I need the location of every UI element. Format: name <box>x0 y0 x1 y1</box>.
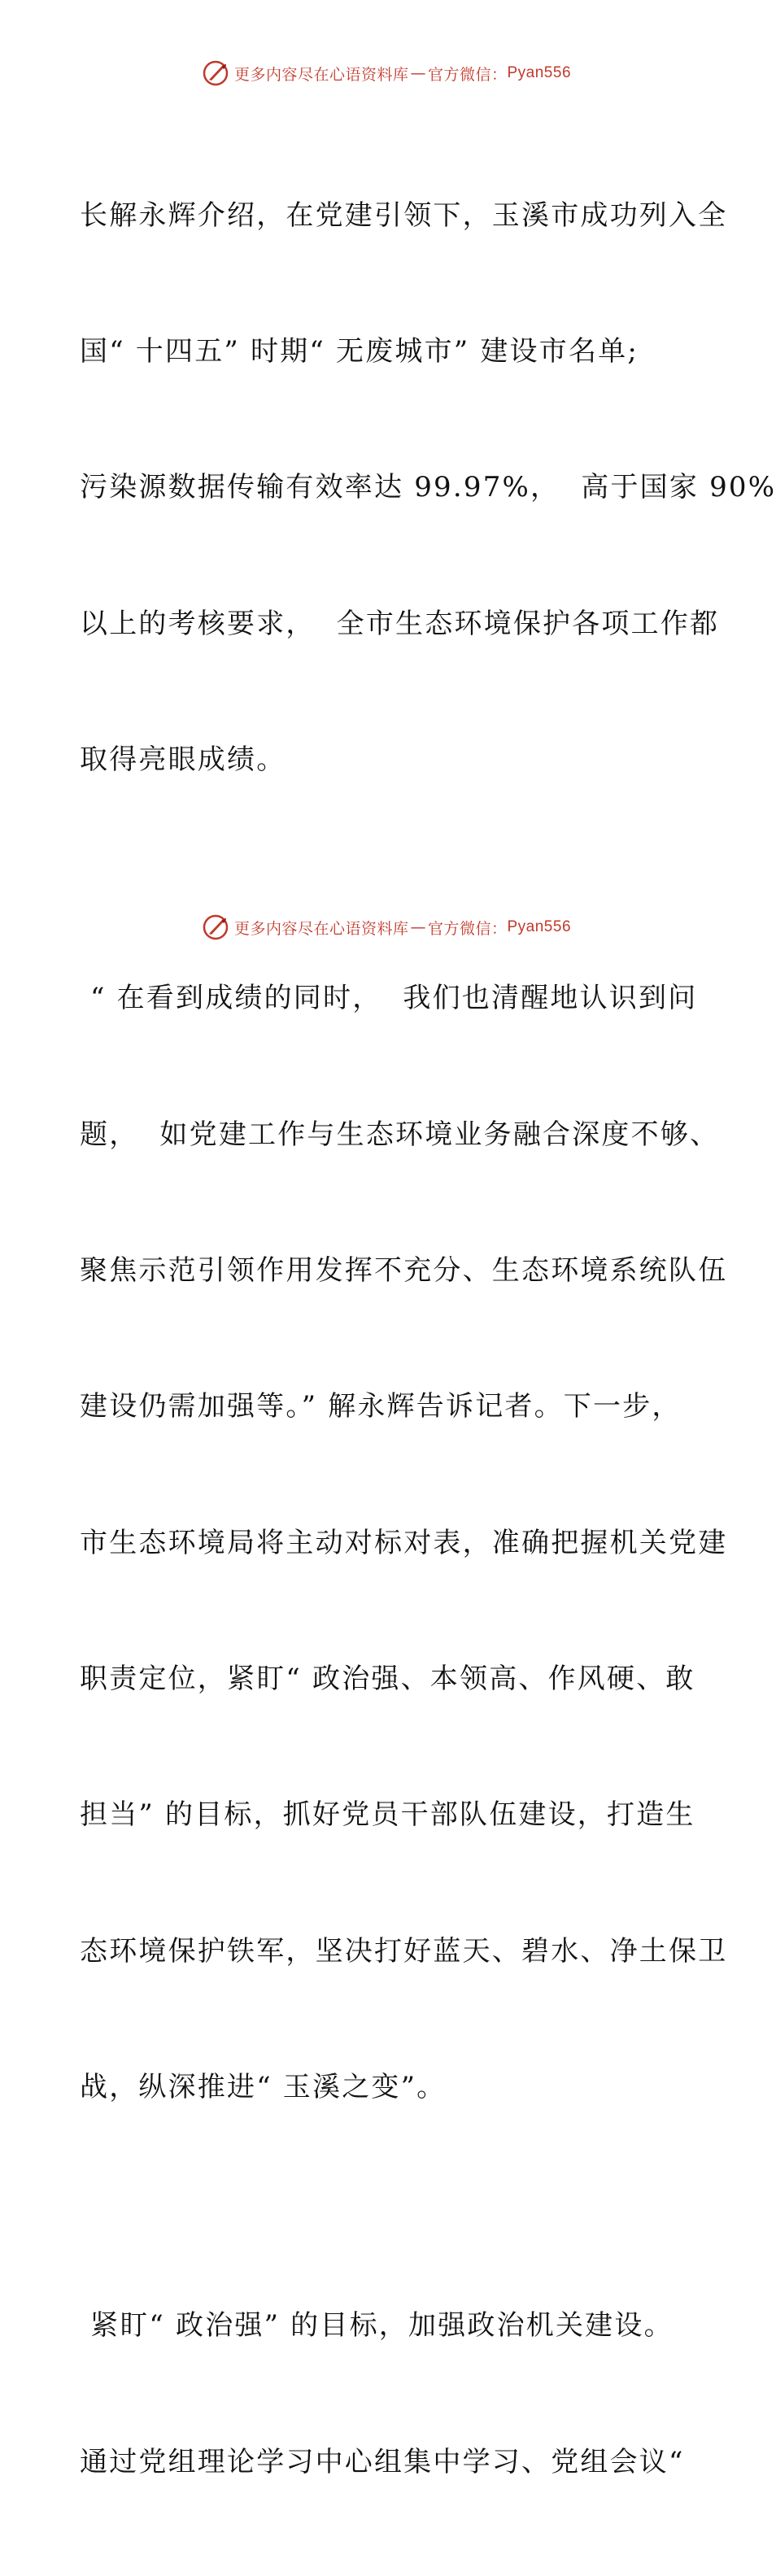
text-line: 市生态环境局将主动对标对表，准确把握机关党建 <box>80 1526 728 1559</box>
text-line: 污染源数据传输有效率达 99.97%， 高于国家 90% <box>80 471 776 504</box>
text-line: “ 在看到成绩的同时， 我们也清醒地认识到问 <box>80 982 698 1015</box>
paragraph-3 <box>80 2213 698 2576</box>
watermark-official-text: 官方微信： <box>427 65 508 84</box>
watermark-official-text: 官方微信： <box>427 919 508 938</box>
footer-watermark <box>0 911 773 944</box>
text-line: 建设仍需加强等。” 解永辉告诉记者。下一步， <box>80 1390 682 1423</box>
watermark-separator: — <box>410 918 426 936</box>
header-watermark <box>0 57 773 89</box>
watermark-main-text: 更多内容尽在心语资料库 <box>233 919 409 938</box>
text-line: 题， 如党建工作与生态环境业务融合深度不够、 <box>80 1118 720 1151</box>
text-line: 紧盯“ 政治强” 的目标，加强政治机关建设。 <box>80 2309 674 2343</box>
text-line: 长解永辉介绍，在党建引领下，玉溪市成功列入全 <box>80 198 728 232</box>
text-line: 取得亮眼成绩。 <box>80 743 286 777</box>
watermark-main-text: 更多内容尽在心语资料库 <box>233 65 409 84</box>
text-line: 国“ 十四五” 时期“ 无废城市” 建设市名单; <box>80 334 639 368</box>
text-line: 态环境保护铁军，坚决打好蓝天、碧水、净土保卫 <box>80 1934 728 1968</box>
quill-circle-logo-icon <box>202 59 229 87</box>
watermark-id-text: Pyan556 <box>507 64 572 81</box>
text-line: 担当” 的目标，抓好党员干部队伍建设，打造生 <box>80 1798 695 1832</box>
quill-circle-logo-icon <box>202 913 229 941</box>
paragraph-2 <box>80 886 728 2202</box>
text-line: 聚焦示范引领作用发挥不充分、生态环境系统队伍 <box>80 1253 728 1287</box>
watermark-separator: — <box>410 64 426 82</box>
text-line: 战，纵深推进“ 玉溪之变”。 <box>80 2071 447 2104</box>
text-line: 通过党组理论学习中心组集中学习、党组会议“ <box>80 2445 685 2478</box>
watermark-id-text: Pyan556 <box>507 918 572 935</box>
text-line: 以上的考核要求， 全市生态环境保护各项工作都 <box>80 607 720 640</box>
document-body <box>80 102 776 2576</box>
text-line: 职责定位，紧盯“ 政治强、本领高、作风硬、敢 <box>80 1663 695 1696</box>
paragraph-1 <box>80 102 776 874</box>
